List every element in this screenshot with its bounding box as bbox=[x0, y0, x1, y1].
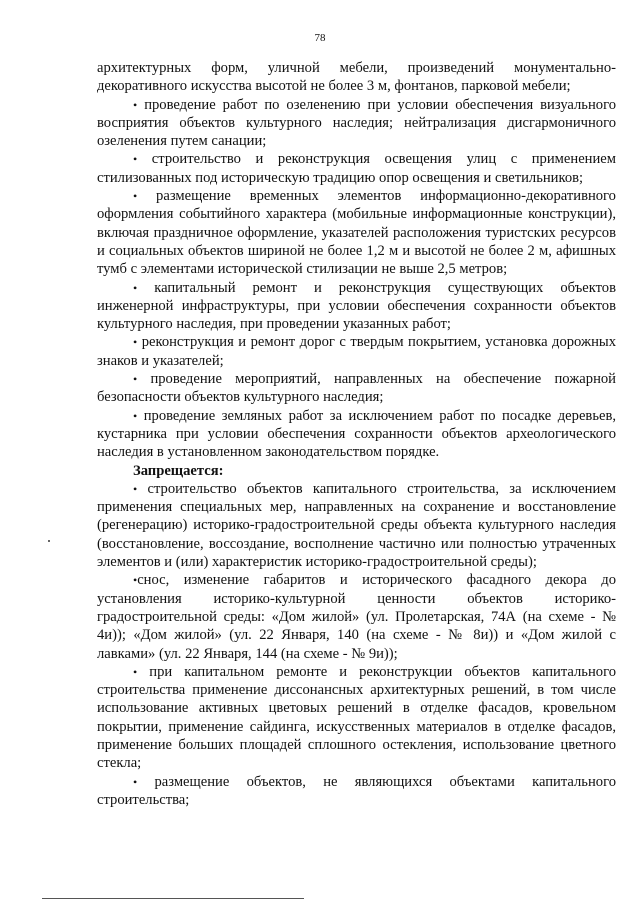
list-item bbox=[97, 407, 616, 462]
list-item-text: проведение работ по озеленению при условии обеспечения визуального восприятия объектов культурного наследия; нейтрализация дисгармоничного озеленения путем санации; bbox=[97, 96, 616, 150]
section-heading: Запрещается: bbox=[133, 462, 224, 479]
list-item bbox=[97, 663, 616, 773]
list-item bbox=[97, 333, 616, 370]
list-item bbox=[97, 96, 616, 151]
list-item-text: проведение мероприятий, направленных на обеспечение пожарной безопасности объектов культурного наследия; bbox=[97, 371, 616, 406]
bullet-marker: • bbox=[133, 280, 138, 295]
bullet-marker: • bbox=[133, 372, 138, 387]
list-item bbox=[97, 571, 616, 662]
paragraph-continuation: архитектурных форм, уличной мебели, произведений монументально-декоративного искусства высотой не более 3 м, фонтанов, парковой мебели; bbox=[97, 60, 616, 95]
list-item bbox=[97, 480, 616, 571]
list-item-text: размещение временных элементов информационно-декоративного оформления событийного характера (мобильные информационные конструкции), включая праздничное оформление, указателей расположения туристских ресурсов и социальных объектов шириной не более 1,2 м и высотой не более 2 м, афишных тумб с элементами исторической стилизации не выше 2,5 метров; bbox=[97, 188, 616, 278]
list-item bbox=[97, 187, 616, 278]
list-item-text: реконструкция и ремонт дорог с твердым покрытием, установка дорожных знаков и указателей; bbox=[97, 334, 616, 369]
footnote-rule bbox=[42, 898, 304, 899]
bullet-marker: • bbox=[133, 189, 138, 204]
list-item bbox=[97, 773, 616, 810]
list-item bbox=[97, 150, 616, 187]
bullet-marker: • bbox=[133, 481, 138, 496]
list-item-text: строительство объектов капитального строительства, за исключением применения специальных мер, направленных на сохранение и восстановление (регенерацию) историко-градостроительной среды объекта культурного наследия (восстановление, воссоздание, восполнение частично или полностью утраченных элементов и (или) характеристик историко-градостроительной среды); bbox=[97, 480, 616, 571]
scan-artifact-dot bbox=[48, 540, 50, 542]
list-item-text: снос, изменение габаритов и исторического фасадного декора до установления историко-культурной ценности объектов историко-градостроительной среды: «Дом жилой» (ул. Пролетарская, 74А (на схеме - № 4и)); «Дом жилой» (ул. 22 Января, 140 (на схеме - № 8и)) и «Дом жилой с лавками» (ул. 22 Января, 144 (на схеме - № 9и)); bbox=[97, 572, 616, 662]
list-item-text: капитальный ремонт и реконструкция существующих объектов инженерной инфраструктуры, при условии обеспечения сохранности объектов культурного наследия, при проведении указанных работ; bbox=[97, 279, 616, 333]
list-item-text: строительство и реконструкция освещения улиц с применением стилизованных под историческую традицию опор освещения и светильников; bbox=[97, 151, 616, 186]
document-body bbox=[97, 59, 616, 809]
list-item-text: размещение объектов, не являющихся объектами капитального строительства; bbox=[97, 773, 616, 808]
bullet-marker: • bbox=[133, 408, 138, 423]
bullet-marker: • bbox=[133, 774, 138, 789]
page-number: 78 bbox=[314, 32, 326, 44]
list-item-text: проведение земляных работ за исключением работ по посадке деревьев, кустарника при условии обеспечения сохранности объектов археологического наследия в установленном законодательством порядке. bbox=[97, 407, 616, 461]
bullet-marker: • bbox=[133, 97, 138, 112]
bullet-marker: • bbox=[133, 335, 138, 350]
list-item-text: при капитальном ремонте и реконструкции объектов капитального строительства применение диссонансных архитектурных решений, в том числе использование активных цветовых решений в отделке фасадов, кровельном покрытии, применение сайдинга, искусственных материалов в отделке фасадов, применение больших площадей сплошного остекления, использование цветного стекла; bbox=[97, 663, 616, 772]
bullet-marker: • bbox=[133, 573, 138, 588]
bullet-marker: • bbox=[133, 664, 138, 679]
bullet-marker: • bbox=[133, 152, 138, 167]
list-item bbox=[97, 370, 616, 407]
list-item bbox=[97, 279, 616, 334]
